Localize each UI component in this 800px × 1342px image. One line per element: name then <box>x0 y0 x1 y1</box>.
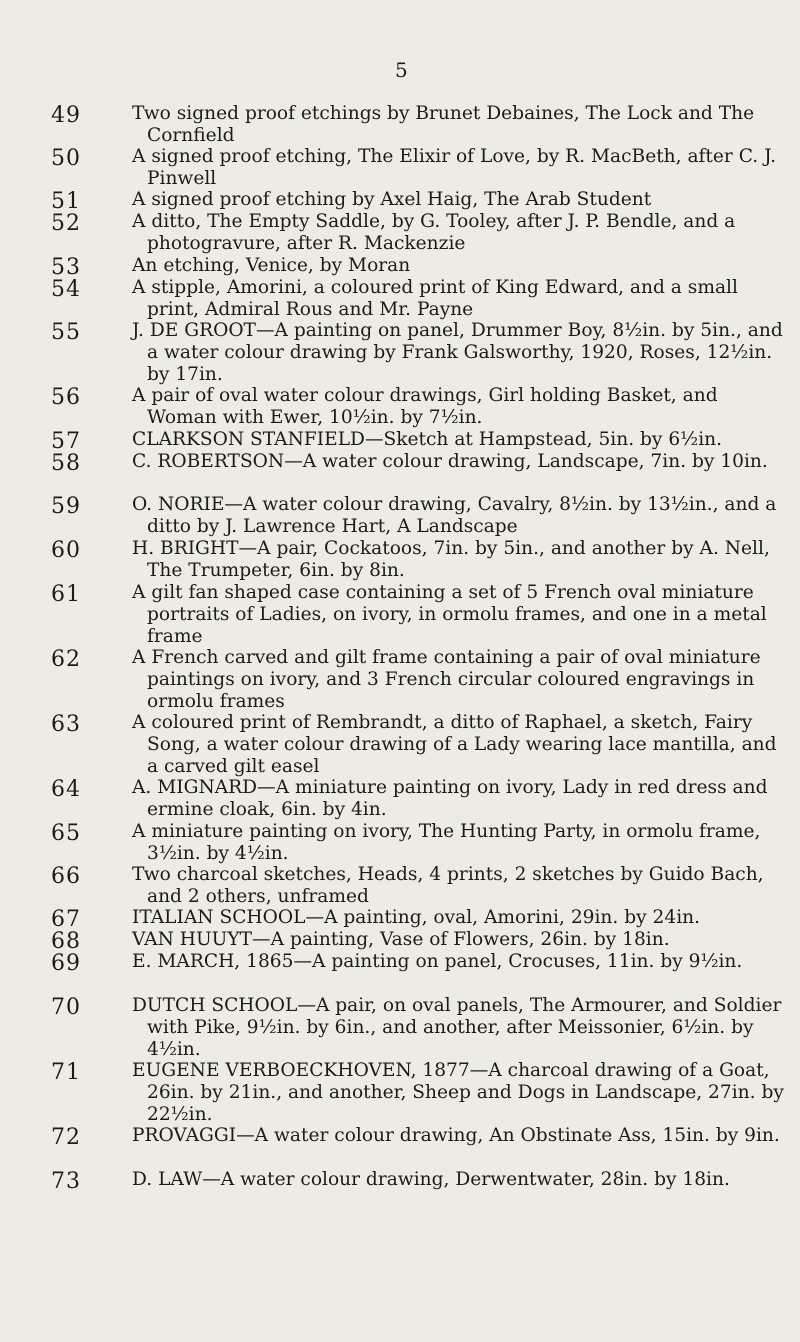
lot-description: J. DE GROOT—A painting on panel, Drummer Boy, 8½in. by 5in., and a water colour drawing by Frank Galsworthy, 1920, Roses, 12½in. by 17in. <box>132 320 783 385</box>
lot-number: 60 <box>51 538 81 563</box>
lot-number: 51 <box>51 189 81 214</box>
lot-description: Two charcoal sketches, Heads, 4 prints, 2 sketches by Guido Bach, and 2 others, unframed <box>132 864 764 907</box>
lot-number: 62 <box>51 647 81 672</box>
lot-description: A. MIGNARD—A miniature painting on ivory, Lady in red dress and ermine cloak, 6in. by 4in. <box>132 777 768 820</box>
lot-number: 58 <box>51 451 81 476</box>
lot-number: 68 <box>51 929 81 954</box>
lot-number: 71 <box>51 1060 81 1085</box>
lot-number: 65 <box>51 821 81 846</box>
lot-description: O. NORIE—A water colour drawing, Cavalry, 8½in. by 13½in., and a ditto by J. Lawrence Hart, A Landscape <box>132 494 777 537</box>
lot-description: ITALIAN SCHOOL—A painting, oval, Amorini, 29in. by 24in. <box>132 907 701 928</box>
lot-description: An etching, Venice, by Moran <box>132 255 411 276</box>
lot-number: 63 <box>51 712 81 737</box>
lot-description: E. MARCH, 1865—A painting on panel, Crocuses, 11in. by 9½in. <box>132 951 743 972</box>
lot-description: A ditto, The Empty Saddle, by G. Tooley, after J. P. Bendle, and a photogravure, after R. Mackenzie <box>132 211 736 254</box>
lot-number: 72 <box>51 1125 81 1150</box>
lot-description: D. LAW—A water colour drawing, Derwentwater, 28in. by 18in. <box>132 1169 730 1190</box>
lot-number: 69 <box>51 951 81 976</box>
lot-description: A stipple, Amorini, a coloured print of King Edward, and a small print, Admiral Rous and Mr. Payne <box>132 277 738 320</box>
lot-description: Two signed proof etchings by Brunet Debaines, The Lock and The Cornfield <box>132 103 755 146</box>
lot-number: 67 <box>51 907 81 932</box>
lot-number: 61 <box>51 582 81 607</box>
lot-description: EUGENE VERBOECKHOVEN, 1877—A charcoal drawing of a Goat, 26in. by 21in., and another, Sheep and Dogs in Landscape, 27in. by 22½in. <box>132 1060 784 1125</box>
lot-description: A miniature painting on ivory, The Hunting Party, in ormolu frame, 3½in. by 4½in. <box>132 821 761 864</box>
lot-number: 59 <box>51 494 81 519</box>
lot-number: 66 <box>51 864 81 889</box>
lot-number: 57 <box>51 429 81 454</box>
lot-description: A French carved and gilt frame containing a pair of oval miniature paintings on ivory, and 3 French circular coloured engravings in ormolu frames <box>132 647 761 712</box>
lot-number: 64 <box>51 777 81 802</box>
lot-number: 52 <box>51 211 81 236</box>
lot-number: 53 <box>51 255 81 280</box>
lot-number: 49 <box>51 103 81 128</box>
lot-description: A coloured print of Rembrandt, a ditto of Raphael, a sketch, Fairy Song, a water colour drawing of a Lady wearing lace mantilla, and a carved gilt easel <box>132 712 777 777</box>
lot-description: A gilt fan shaped case containing a set of 5 French oval miniature portraits of Ladies, on ivory, in ormolu frames, and one in a metal frame <box>132 582 767 647</box>
lot-number: 55 <box>51 320 81 345</box>
lot-number: 54 <box>51 277 81 302</box>
lot-description: VAN HUUYT—A painting, Vase of Flowers, 26in. by 18in. <box>132 929 670 950</box>
lot-description: DUTCH SCHOOL—A pair, on oval panels, The Armourer, and Soldier with Pike, 9½in. by 6in., and another, after Meissonier, 6½in. by 4½in. <box>132 995 782 1060</box>
lot-description: A signed proof etching by Axel Haig, The Arab Student <box>132 189 652 210</box>
lot-number: 70 <box>51 995 81 1020</box>
lot-description: CLARKSON STANFIELD—Sketch at Hampstead, 5in. by 6½in. <box>132 429 723 450</box>
lot-description: C. ROBERTSON—A water colour drawing, Landscape, 7in. by 10in. <box>132 451 768 472</box>
lot-number: 56 <box>51 385 81 410</box>
lot-number: 50 <box>51 146 81 171</box>
lot-description: A pair of oval water colour drawings, Girl holding Basket, and Woman with Ewer, 10½in. by 7½in. <box>132 385 718 428</box>
lot-description: H. BRIGHT—A pair, Cockatoos, 7in. by 5in., and another by A. Nell, The Trumpeter, 6in. by 8in. <box>132 538 770 581</box>
lot-number: 73 <box>51 1169 81 1194</box>
page-number: 5 <box>395 58 408 82</box>
lot-description: A signed proof etching, The Elixir of Love, by R. MacBeth, after C. J. Pinwell <box>132 146 777 189</box>
lot-description: PROVAGGI—A water colour drawing, An Obstinate Ass, 15in. by 9in. <box>132 1125 780 1146</box>
